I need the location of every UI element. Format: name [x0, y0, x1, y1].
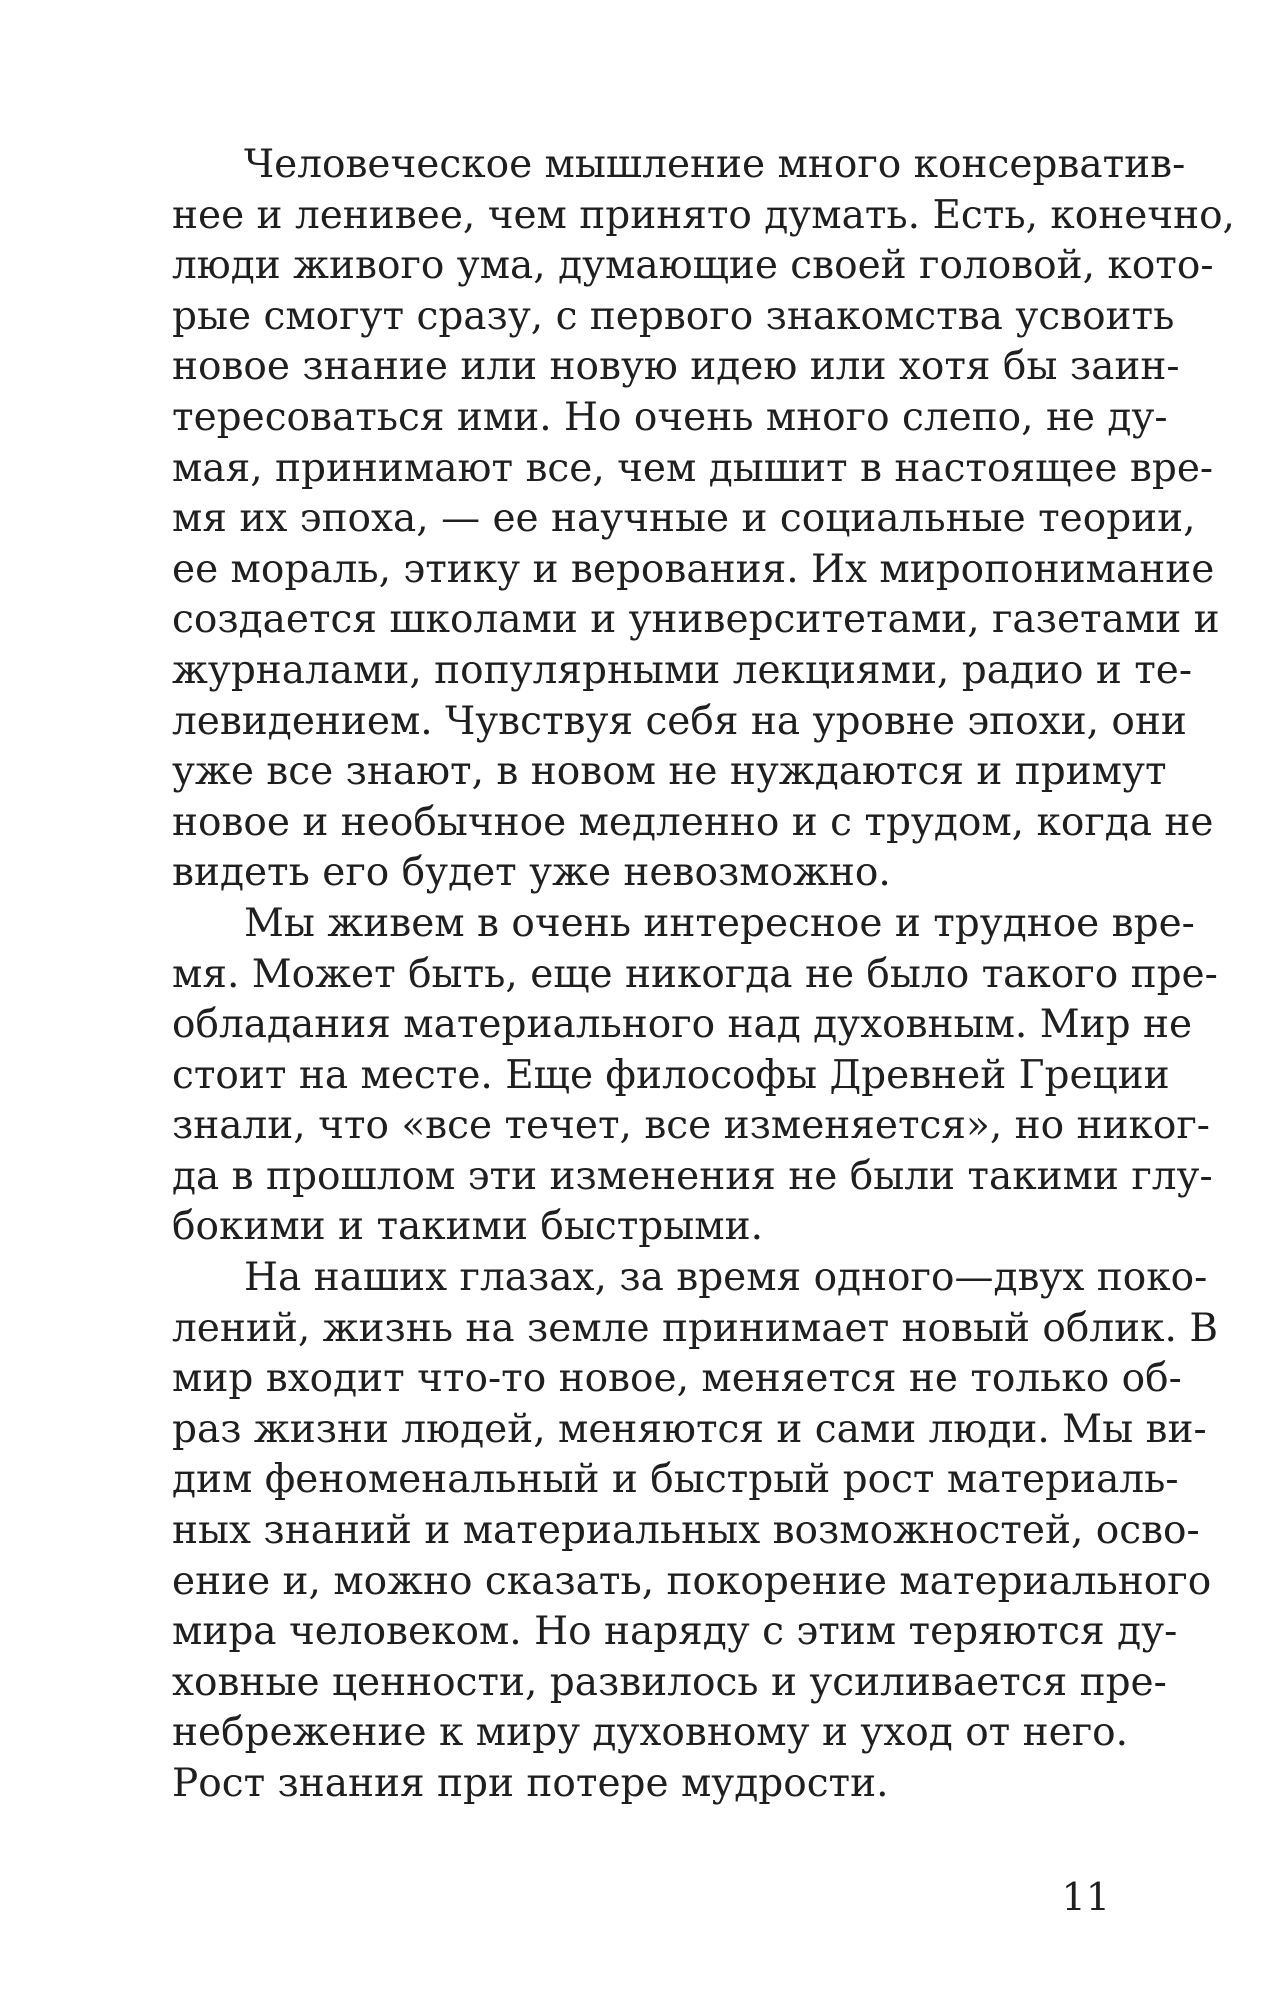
text-line: раз жизни людей, меняются и сами люди. Мы ви- [172, 1406, 1207, 1452]
text-line: мир входит что-то новое, меняется не только об- [172, 1356, 1182, 1402]
text-line: люди живого ума, думающие своей головой, кото- [172, 243, 1214, 289]
text-line: знали, что «все течет, все изменяется», но никог- [172, 1103, 1210, 1149]
text-line: нее и ленивее, чем принято думать. Есть, конечно, [172, 192, 1235, 238]
text-line: ховные ценности, развилось и усиливается пре- [172, 1659, 1167, 1705]
text-line: мя. Может быть, еще никогда не было такого пре- [172, 951, 1218, 997]
body-text [172, 140, 1235, 1810]
text-line: мая, принимают все, чем дышит в настоящее вре- [172, 445, 1214, 491]
paragraph-2 [172, 899, 1218, 1253]
text-line: лений, жизнь на земле принимает новый облик. В [172, 1305, 1218, 1351]
text-line: новое знание или новую идею или хотя бы заин- [172, 344, 1180, 390]
page-number: 11 [1061, 1875, 1110, 1919]
text-line: бокими и такими быстрыми. [172, 1204, 764, 1250]
text-line: рые смогут сразу, с первого знакомства усвоить [172, 293, 1175, 339]
text-line: журналами, популярными лекциями, радио и те- [172, 647, 1193, 693]
text-line: левидением. Чувствуя себя на уровне эпохи, они [172, 698, 1187, 744]
text-line: Мы живем в очень интересное и трудное вре- [244, 900, 1195, 946]
text-line: ение и, можно сказать, покорение материального [172, 1558, 1212, 1604]
text-line: ее мораль, этику и верования. Их миропонимание [172, 546, 1215, 592]
text-line: На наших глазах, за время одного—двух поко- [244, 1255, 1208, 1301]
text-line: новое и необычное медленно и с трудом, когда не [172, 799, 1214, 845]
text-line: Человеческое мышление много консерватив- [244, 142, 1186, 187]
text-line: видеть его будет уже невозможно. [172, 850, 891, 896]
text-line: уже все знают, в новом не нуждаются и примут [172, 749, 1167, 795]
text-line: мя их эпоха, — ее научные и социальные теории, [172, 496, 1196, 542]
text-line: Рост знания при потере мудрости. [172, 1761, 889, 1806]
text-line: стоит на месте. Еще философы Древней Греции [172, 1052, 1170, 1098]
text-line: обладания материального над духовным. Мир не [172, 1002, 1193, 1048]
paragraph-1 [172, 140, 1235, 899]
text-line: мира человеком. Но наряду с этим теряются ду- [172, 1609, 1178, 1655]
text-line: ных знаний и материальных возможностей, осво- [172, 1508, 1200, 1554]
text-line: тересоваться ими. Но очень много слепо, не ду- [172, 394, 1168, 440]
text-line: создается школами и университетами, газетами и [172, 597, 1220, 643]
text-line: да в прошлом эти изменения не были такими глу- [172, 1153, 1213, 1199]
text-line: дим феноменальный и быстрый рост материаль- [172, 1457, 1179, 1503]
text-line: небрежение к миру духовному и уход от него. [172, 1710, 1129, 1756]
paragraph-3 [172, 1253, 1218, 1810]
